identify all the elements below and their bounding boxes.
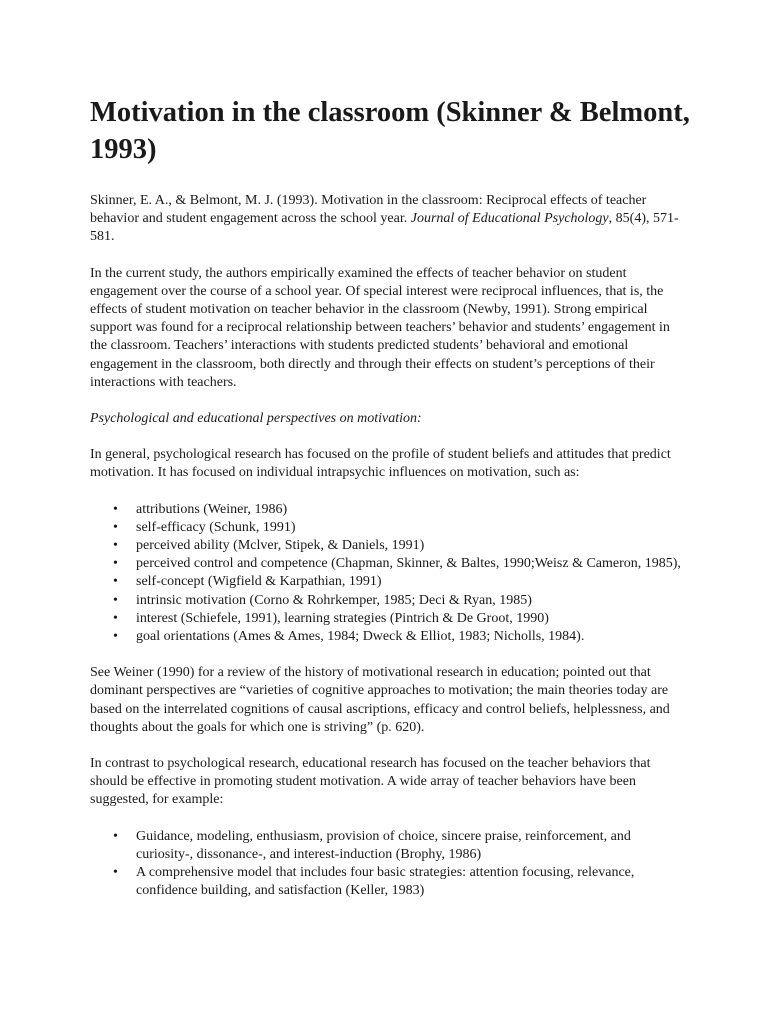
citation-volume-pages: , 85(4), 571-581. <box>90 211 679 245</box>
teacher-behaviors-list <box>90 828 690 901</box>
page-title: Motivation in the classroom (Skinner & Belmont, 1993) <box>90 97 690 165</box>
citation-journal: Journal of Educational Psychology <box>410 211 609 227</box>
intrapsychic-influences-list <box>90 501 690 647</box>
list-item: • attributions (Weiner, 1986) <box>90 501 690 519</box>
summary-paragraph: In the current study, the authors empirically examined the effects of teacher behavior on student engagement over the course of a school year. Of special interest were reciprocal influences, that is, the effects of student motivation on teacher behavior in the classroom (Newby, 1991). Strong empirical support was found for a reciprocal relationship between teachers’ behavior and students’ engagement in the classroom. Teachers’ interactions with students predicted students’ behavioral and emotional engagement in the classroom, both directly and through their effects on student’s perceptions of their interactions with teachers. <box>90 265 670 390</box>
list-item: • goal orientations (Ames & Ames, 1984; Dweck & Elliot, 1983; Nicholls, 1984). <box>90 628 690 646</box>
citation-authors-title: Skinner, E. A., & Belmont, M. J. (1993). Motivation in the classroom: Reciprocal effects of teacher behavior and student engagement across the school year. <box>90 193 647 227</box>
list-item: • intrinsic motivation (Corno & Rohrkemper, 1985; Deci & Ryan, 1985) <box>90 592 690 610</box>
section-heading: Psychological and educational perspectives on motivation: <box>90 411 422 427</box>
weiner-review-paragraph: See Weiner (1990) for a review of the history of motivational research in education; pointed out that dominant perspectives are “varieties of cognitive approaches to motivation; the main theories today are based on the interrelated cognitions of causal ascriptions, efficacy and control beliefs, helplessness, and thoughts about the goals for which one is striving” (p. 620). <box>90 665 670 735</box>
psychological-research-paragraph: In general, psychological research has focused on the profile of student beliefs and attitudes that predict motivation. It has focused on individual intrapsychic influences on motivation, such as: <box>90 447 671 481</box>
citation <box>90 192 690 247</box>
document-page <box>90 94 690 901</box>
list-item: • A comprehensive model that includes four basic strategies: attention focusing, relevance, confidence building, and satisfaction (Keller, 1983) <box>90 864 690 900</box>
list-item: • perceived ability (Mclver, Stipek, & Daniels, 1991) <box>90 537 690 555</box>
list-item: • interest (Schiefele, 1991), learning strategies (Pintrich & De Groot, 1990) <box>90 610 690 628</box>
list-item: • Guidance, modeling, enthusiasm, provision of choice, sincere praise, reinforcement, and curiosity-, dissonance-, and interest-induction (Brophy, 1986) <box>90 828 690 864</box>
list-item: • self-efficacy (Schunk, 1991) <box>90 519 690 537</box>
educational-research-paragraph: In contrast to psychological research, educational research has focused on the teacher behaviors that should be effective in promoting student motivation. A wide array of teacher behaviors have been suggested, for example: <box>90 756 651 808</box>
list-item: • perceived control and competence (Chapman, Skinner, & Baltes, 1990;Weisz & Cameron, 1985), <box>90 555 690 573</box>
list-item: • self-concept (Wigfield & Karpathian, 1991) <box>90 573 690 591</box>
